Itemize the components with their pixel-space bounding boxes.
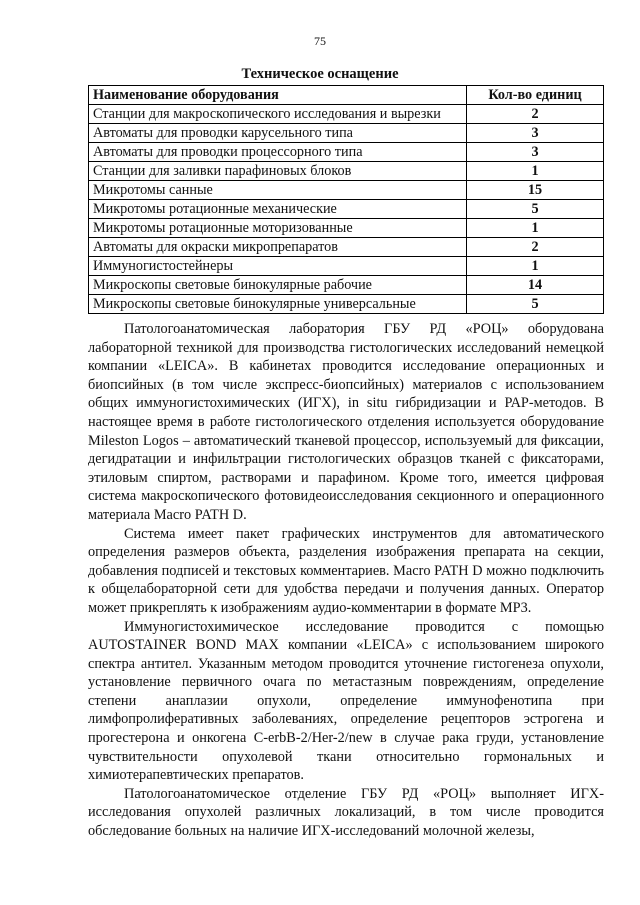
equipment-name-cell: Иммуногистостейнеры (89, 257, 467, 276)
table-row (89, 143, 604, 162)
table-row (89, 124, 604, 143)
equipment-qty-cell: 14 (467, 276, 604, 295)
table-header-row (89, 86, 604, 105)
paragraph-immunohistochemistry: Иммуногистохимическое исследование проводится с помощью AUTOSTAINER BOND MAX компании «LEICA» с использованием широкого спектра антител. Указанным методом проводится уточнение гистогенеза опухоли, установление первичного очага по метастазным повреждениям, определение степени анаплазии опухоли, определение иммунофенотипа при лимфопролиферативных заболеваниях, определение рецепторов эстрогена и прогестерона и онкогена C-erbB-2/Her-2/new в случае рака груди, установление чувствительности опухолевой ткани относительно гормональных и химиотерапевтических препаратов. (88, 618, 604, 784)
equipment-name-cell: Автоматы для проводки процессорного типа (89, 143, 467, 162)
table-row (89, 105, 604, 124)
table-row (89, 257, 604, 276)
page-number: 75 (314, 34, 326, 48)
equipment-name-cell: Автоматы для проводки карусельного типа (89, 124, 467, 143)
equipment-qty-cell: 5 (467, 200, 604, 219)
equipment-qty-cell: 3 (467, 143, 604, 162)
equipment-name-cell: Микроскопы световые бинокулярные рабочие (89, 276, 467, 295)
equipment-name-cell: Микротомы ротационные моторизованные (89, 219, 467, 238)
table-row (89, 181, 604, 200)
equipment-name-cell: Микротомы ротационные механические (89, 200, 467, 219)
paragraph-igh-studies: Патологоанатомическое отделение ГБУ РД «РОЦ» выполняет ИГХ-исследования опухолей различных локализаций, в том числе проводится обследование больных на наличие ИГХ-исследований молочной железы, (88, 785, 604, 840)
equipment-qty-cell: 15 (467, 181, 604, 200)
column-header-name: Наименование оборудования (89, 86, 467, 105)
table-row (89, 276, 604, 295)
equipment-name-cell: Станции для макроскопического исследования и вырезки (89, 105, 467, 124)
table-row (89, 200, 604, 219)
paragraph-laboratory-equipment: Патологоанатомическая лаборатория ГБУ РД «РОЦ» оборудована лабораторной техникой для производства гистологических исследований немецкой компании «LEICA». В кабинетах проводится исследование операционных и биопсийных (в том числе экспресс-биопсийных) материалов с использованием общих иммуногистохимических (ИГХ), in situ гибридизации и РАР-методов. В настоящее время в работе гистологического отделения используется оборудование Mileston Logos – автоматический тканевой процессор, используемый для фиксации, дегидратации и инфильтрации гистологических образцов тканей с фиксаторами, этиловым спиртом, растворами и парафином. Кроме того, имеется цифровая система макроскопического фотовидеоисследования секционного и операционного материала Macro PATH D. (88, 321, 604, 523)
equipment-qty-cell: 1 (467, 162, 604, 181)
equipment-table (88, 85, 604, 314)
column-header-qty: Кол-во единиц (467, 86, 604, 105)
equipment-name-cell: Микротомы санные (89, 181, 467, 200)
table-row (89, 295, 604, 314)
equipment-qty-cell: 1 (467, 257, 604, 276)
equipment-qty-cell: 3 (467, 124, 604, 143)
equipment-name-cell: Микроскопы световые бинокулярные универсальные (89, 295, 467, 314)
equipment-qty-cell: 2 (467, 238, 604, 257)
paragraph-macro-path-system: Система имеет пакет графических инструментов для автоматического определения размеров объекта, разделения изображения препарата на секции, добавления подписей и текстовых комментариев. Macro PATH D можно подключить к общелабораторной сети для удобства передачи и получения данных. Оператор может прикреплять к изображениям аудио-комментарии в формате МР3. (88, 525, 604, 616)
table-caption: Техническое оснащение (241, 66, 399, 82)
table-row (89, 238, 604, 257)
equipment-qty-cell: 5 (467, 295, 604, 314)
equipment-name-cell: Автоматы для окраски микропрепаратов (89, 238, 467, 257)
table-row (89, 219, 604, 238)
equipment-qty-cell: 1 (467, 219, 604, 238)
table-row (89, 162, 604, 181)
equipment-name-cell: Станции для заливки парафиновых блоков (89, 162, 467, 181)
body-text (88, 320, 604, 841)
equipment-qty-cell: 2 (467, 105, 604, 124)
